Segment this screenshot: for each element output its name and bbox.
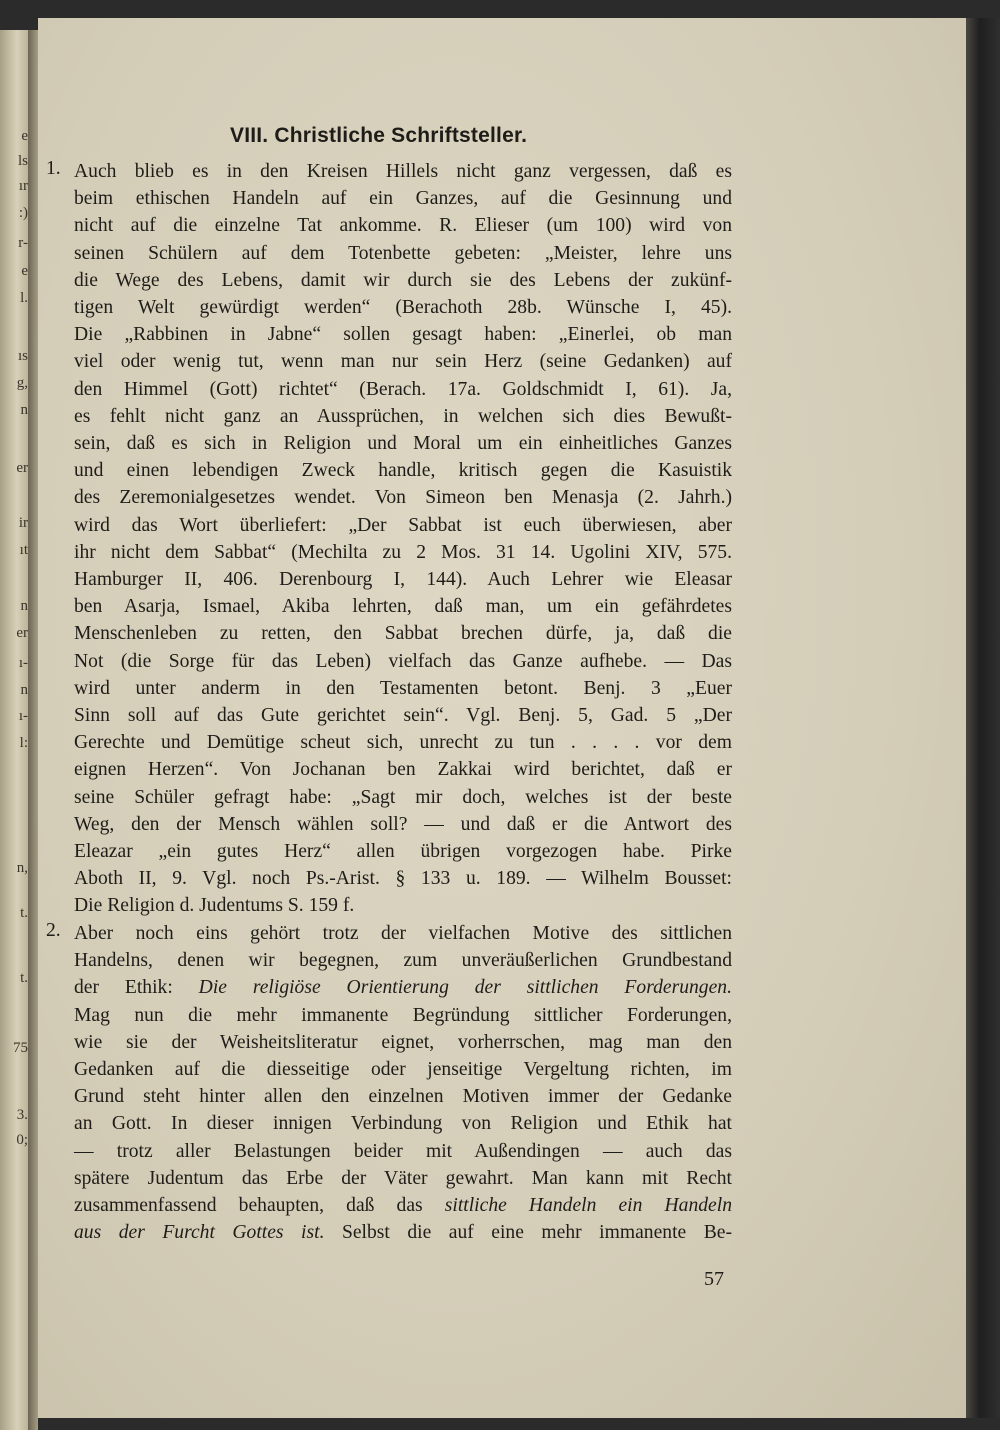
emphasis-text: aus der Furcht Gottes ist. [74,1222,325,1244]
facing-page-fragment: 0; [16,1132,28,1148]
text-line: an Gott. In dieser innigen Verbindung von Religion und Ethik hat [74,1113,732,1135]
emphasis-text: sittliche Handeln ein Handeln [444,1195,732,1217]
facing-page-fragment: e [21,263,28,279]
facing-page-edge [0,30,28,1430]
text-line: es fehlt nicht ganz an Aussprüchen, in welchen sich dies Bewußt- [74,405,732,427]
text-line: sein, daß es sich in Religion und Moral um ein einheitliches Ganzes [74,433,732,455]
facing-page-fragment: ı- [18,655,28,671]
facing-page-fragment: ıt [19,542,28,558]
text-line: nicht auf die einzelne Tat ankomme. R. Elieser (um 100) wird von [74,215,732,237]
text-line [74,974,732,1001]
text-line: wird das Wort überliefert: „Der Sabbat ist euch überwiesen, aber [74,514,732,536]
facing-page-fragment: ıs [17,348,28,364]
facing-page-fragment: ls [17,153,28,169]
facing-page-fragment: ır [18,178,28,194]
facing-page-fragment: n [20,682,28,698]
paragraph-number-2: 2. [46,920,61,941]
facing-page-fragment: 3. [16,1107,28,1123]
text-segment: zusammenfassend behaupten, daß das [74,1195,445,1217]
text-line: seine Schüler gefragt habe: „Sagt mir doch, welches ist der beste [74,786,732,808]
paragraph-2 [74,920,732,1246]
text-line: beim ethischen Handeln auf ein Ganzes, auf die Gesinnung und [74,188,732,210]
page-number: 57 [704,1268,724,1290]
text-line [74,1219,732,1246]
text-line: den Himmel (Gott) richtet“ (Berach. 17a. Goldschmidt I, 61). Ja, [74,378,732,400]
paragraph-number-1: 1. [46,158,61,179]
text-line: Auch blieb es in den Kreisen Hillels nicht ganz vergessen, daß es [74,161,732,182]
text-line: Grund steht hinter allen den einzelnen Motiven immer der Gedanke [74,1086,732,1108]
text-line: Menschenleben zu retten, den Sabbat brechen dürfe, ja, daß die [74,623,732,645]
text-segment: der Ethik: [74,977,199,999]
paragraph-1 [74,158,732,920]
text-line: spätere Judentum das Erbe der Väter gewahrt. Man kann mit Recht [74,1167,732,1189]
text-line: Mag nun die mehr immanente Begründung sittlicher Forderungen, [74,1004,732,1026]
text-line: Die „Rabbinen in Jabne“ sollen gesagt haben: „Einerlei, ob man [74,324,732,346]
text-line: eignen Herzen“. Von Jochanan ben Zakkai wird berichtet, daß er [74,759,732,781]
text-line: Gedanken auf die diesseitige oder jenseitige Vergeltung richten, im [74,1059,732,1081]
text-line: seinen Schülern auf dem Totenbette gebeten: „Meister, lehre uns [74,242,732,264]
text-line: Hamburger II, 406. Derenbourg I, 144). Auch Lehrer wie Eleasar [74,569,732,591]
facing-page-fragment: er [16,625,28,641]
text-line: Aboth II, 9. Vgl. noch Ps.-Arist. § 133 u. 189. — Wilhelm Bousset: [74,868,732,890]
facing-page-fragment: g, [16,375,28,391]
text-line: und einen lebendigen Zweck handle, kritisch gegen die Kasuistik [74,460,732,482]
text-line: Aber noch eins gehört trotz der vielfachen Motive des sittlichen [74,923,732,944]
facing-page-fragment: ı- [18,708,28,724]
text-line: Weg, den der Mensch wählen soll? — und daß er die Antwort des [74,813,732,835]
emphasis-text: Die religiöse Orientierung der sittlichen Forderungen. [198,977,732,999]
text-line: tigen Welt gewürdigt werden“ (Berachoth 28b. Wünsche I, 45). [74,297,732,319]
book-cover-edge [966,18,1000,1418]
text-line: wie sie der Weisheitsliteratur eignet, vorherrschen, mag man den [74,1031,732,1053]
facing-page-fragment: 75 [13,1040,28,1056]
facing-page-fragment: t. [20,905,28,921]
facing-page-fragment: n [20,402,28,418]
text-line: Eleazar „ein gutes Herz“ allen übrigen vorgezogen habe. Pirke [74,841,732,863]
text-line: Sinn soll auf das Gute gerichtet sein“. Vgl. Benj. 5, Gad. 5 „Der [74,705,732,727]
facing-page-fragment: t. [20,970,28,986]
facing-page-fragment: er [16,460,28,476]
facing-page-fragment: :) [18,205,28,221]
facing-page-fragment: r- [18,235,28,251]
facing-page-fragment: n, [16,860,28,876]
text-line: ihr nicht dem Sabbat“ (Mechilta zu 2 Mos. 31 14. Ugolini XIV, 575. [74,541,732,563]
text-line: Handelns, denen wir begegnen, zum unveräußerlichen Grundbestand [74,950,732,972]
text-line: viel oder wenig tut, wenn man nur sein Herz (seine Gedanken) auf [74,351,732,373]
text-line: des Zeremonialgesetzes wendet. Von Simeon ben Menasja (2. Jahrh.) [74,487,732,509]
text-line: — trotz aller Belastungen beider mit Außendingen — auch das [74,1140,732,1162]
text-line: die Wege des Lebens, damit wir durch sie des Lebens der zukünf- [74,269,732,291]
text-segment: Selbst die auf eine mehr immanente Be- [324,1222,732,1244]
text-line [74,1192,732,1219]
text-line: Die Religion d. Judentums S. 159 f. [74,895,355,917]
section-heading: VIII. Christliche Schriftsteller. [230,124,528,147]
text-line: ben Asarja, Ismael, Akiba lehrten, daß man, um ein gefährdetes [74,596,732,618]
text-line: Gerechte und Demütige scheut sich, unrecht zu tun . . . . vor dem [74,732,732,754]
text-line: Not (die Sorge für das Leben) vielfach das Ganze aufhebe. — Das [74,650,732,672]
facing-page-fragment: l. [20,290,28,306]
facing-page-fragment: ir [18,515,28,531]
facing-page-fragment: e [21,128,28,144]
facing-page-fragment: n [20,598,28,614]
book-gutter [28,30,38,1430]
text-line: wird unter anderm in den Testamenten betont. Benj. 3 „Euer [74,677,732,699]
facing-page-fragment: l: [19,735,28,751]
